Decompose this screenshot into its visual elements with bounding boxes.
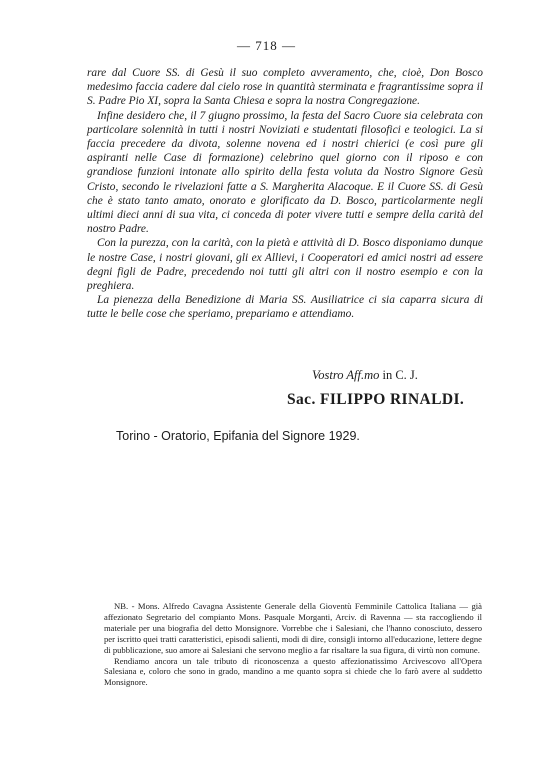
body-paragraph: La pienezza della Benedizione di Maria SS. Ausiliatrice ci sia caparra sicura di tutte le belle cose che speriamo, prepariamo e attendiamo. xyxy=(87,294,483,321)
body-paragraph: rare dal Cuore SS. di Gesù il suo completo avveramento, che, cioè, Don Bosco medesimo faccia cadere dal cielo rose in quantità sterminata e fragrantissime sopra il S. Padre Pio XI, sopra la Santa Chiesa e sopra la nostra Congregazione. xyxy=(87,67,483,108)
footnote-paragraph: NB. - Mons. Alfredo Cavagna Assistente Generale della Gioventù Femminile Cattolica Italiana — già affezionato Segretario del compianto Mons. Pasquale Morganti, Arciv. di Ravenna — sta raccogliendo il materiale per una biografia del detto Monsignore. Vorrebbe che i Salesiani, che l'hanno conosciuto, dessero per iscritto quei tratti caratteristici, episodi salienti, modi di dire, consigli intorno all'educazione, lettere degne di pubblicazione, suo amore ai Salesiani che servono meglio a far risaltare la sua figura, di virtù non comune. xyxy=(104,601,482,655)
closing-in-text: in C. J. xyxy=(382,368,418,382)
footnote xyxy=(104,601,482,688)
signature: Sac. FILIPPO RINALDI. xyxy=(287,391,465,408)
page-number: — 718 — xyxy=(237,38,296,53)
letter-body xyxy=(87,66,483,322)
closing-salutation xyxy=(312,368,418,383)
closing-salutation-text: Vostro Aff.mo xyxy=(312,368,380,382)
place-date: Torino - Oratorio, Epifania del Signore 1929. xyxy=(116,429,360,443)
body-paragraph: Con la purezza, con la carità, con la pietà e attività di D. Bosco disponiamo dunque le nostre Case, i nostri giovani, gli ex Allievi, i Cooperatori ed amici nostri ad essere degni figli de Padre, precedendo noi tutti gli altri con il nostro esempio e con la preghiera. xyxy=(87,237,483,293)
footnote-paragraph: Rendiamo ancora un tale tributo di riconoscenza a questo affezionatissimo Arcivescovo all'Opera Salesiana e, coloro che sono in grado, mandino a me quanto sopra si chiede che lo farò avere al suddetto Monsignore. xyxy=(104,655,482,688)
body-paragraph: Infine desidero che, il 7 giugno prossimo, la festa del Sacro Cuore sia celebrata con particolare solennità in tutti i nostri Noviziati e studentati filosofici e teologici. La si faccia precedere da divota, solenne novena ed i nostri chierici (e così pure gli aspiranti nelle Case di formazione) celebrino quel giorno con il riposo e con grandiose funzioni intonate allo spirito della festa voluta da Nostro Signore Gesù Cristo, secondo le rivelazioni fatte a S. Margherita Alacoque. E il Cuore SS. di Gesù che è stato tanto amato, onorato e glorificato da D. Bosco, particolarmente negli ultimi dieci anni di sua vita, ci conceda di poter vivere tutti e sempre della carità del nostro Padre. xyxy=(87,109,483,236)
